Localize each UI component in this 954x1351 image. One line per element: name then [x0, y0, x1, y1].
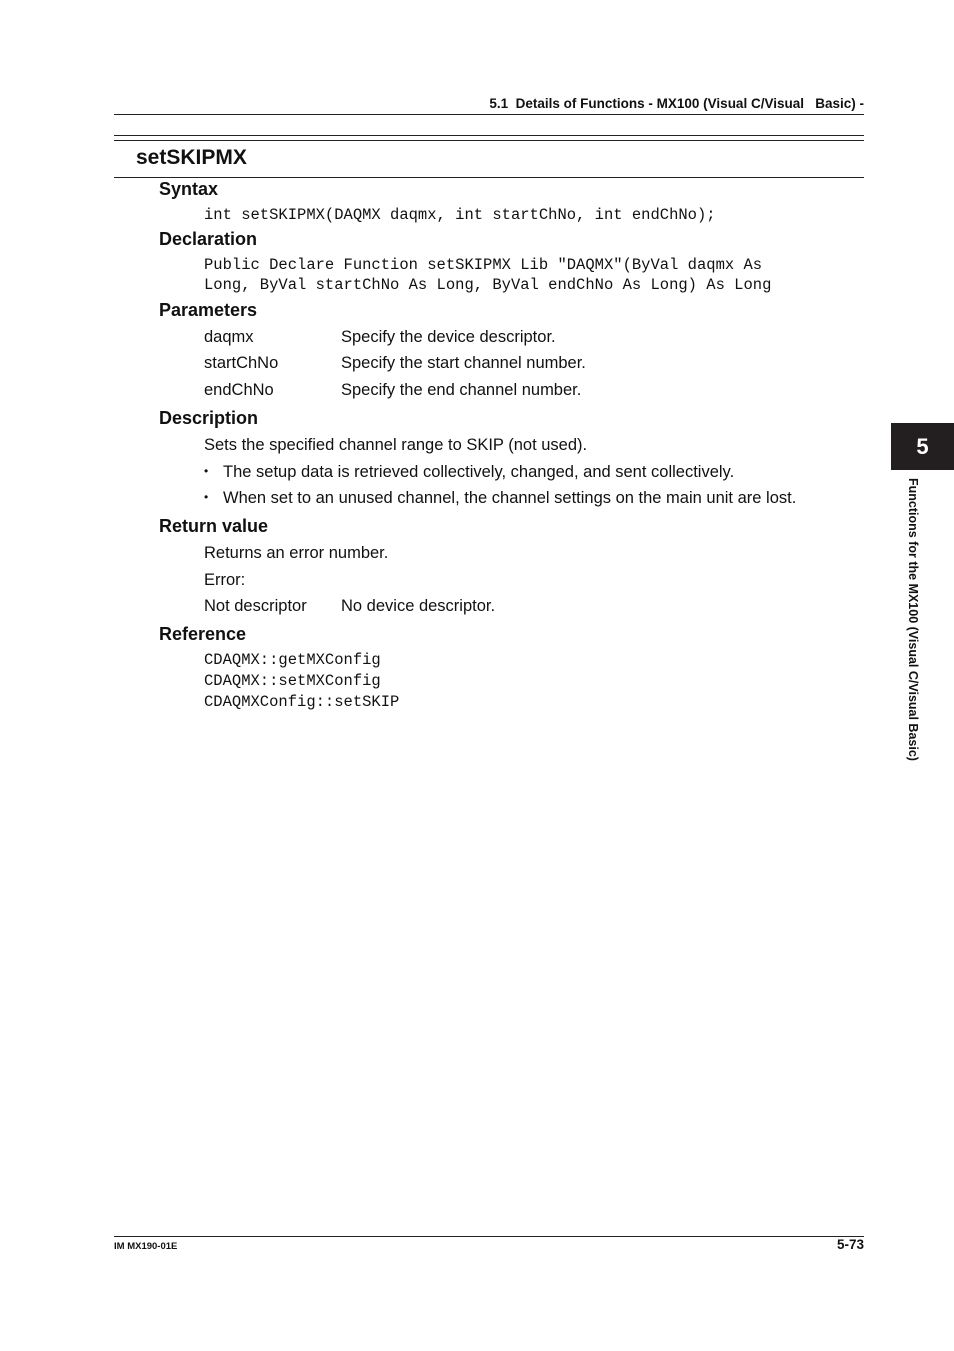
bullet-icon: •	[204, 490, 209, 504]
bullet-text: When set to an unused channel, the channel settings on the main unit are lost.	[223, 489, 797, 507]
param-desc: Specify the end channel number.	[341, 381, 582, 399]
title-rule-bottom	[114, 177, 864, 178]
chapter-tab: 5	[891, 423, 954, 470]
chapter-side-label: Functions for the MX100 (Visual C/Visual Basic)	[906, 478, 920, 761]
page-number: 5-73	[836, 1237, 864, 1252]
function-title: setSKIPMX	[136, 146, 247, 169]
return-value-text: Returns an error number.	[204, 544, 389, 562]
error-desc: No device descriptor.	[341, 597, 496, 615]
declaration-code-line-1: Public Declare Function setSKIPMX Lib "DAQMX"(ByVal daqmx As	[204, 256, 763, 274]
bullet-text: The setup data is retrieved collectively, changed, and sent collectively.	[223, 463, 735, 481]
error-name: Not descriptor	[204, 597, 307, 615]
declaration-heading: Declaration	[159, 229, 258, 249]
error-label: Error:	[204, 571, 246, 589]
return-value-heading: Return value	[159, 516, 269, 536]
title-rule-top-1	[114, 135, 864, 136]
footer-rule	[114, 1236, 864, 1237]
reference-item: CDAQMX::setMXConfig	[204, 672, 381, 690]
reference-item: CDAQMXConfig::setSKIP	[204, 693, 400, 711]
footer-doc-id: IM MX190-01E	[114, 1241, 178, 1252]
header-rule	[114, 114, 864, 115]
declaration-code-line-2: Long, ByVal startChNo As Long, ByVal endChNo As Long) As Long	[204, 276, 772, 294]
syntax-code: int setSKIPMX(DAQMX daqmx, int startChNo, int endChNo);	[204, 206, 716, 224]
reference-heading: Reference	[159, 624, 247, 644]
param-name: startChNo	[204, 354, 279, 372]
param-name: endChNo	[204, 381, 274, 399]
param-name: daqmx	[204, 328, 254, 346]
reference-item: CDAQMX::getMXConfig	[204, 651, 381, 669]
description-bullet	[204, 489, 796, 508]
description-heading: Description	[159, 408, 259, 428]
param-desc: Specify the start channel number.	[341, 354, 586, 372]
description-text: Sets the specified channel range to SKIP (not used).	[204, 436, 588, 454]
syntax-heading: Syntax	[159, 179, 219, 199]
parameters-heading: Parameters	[159, 300, 258, 320]
description-bullet	[204, 463, 734, 482]
param-desc: Specify the device descriptor.	[341, 328, 556, 346]
running-header: 5.1 Details of Functions - MX100 (Visual C/Visual Basic) -	[489, 96, 864, 111]
title-rule-top-2	[114, 140, 864, 141]
bullet-icon: •	[204, 464, 209, 478]
